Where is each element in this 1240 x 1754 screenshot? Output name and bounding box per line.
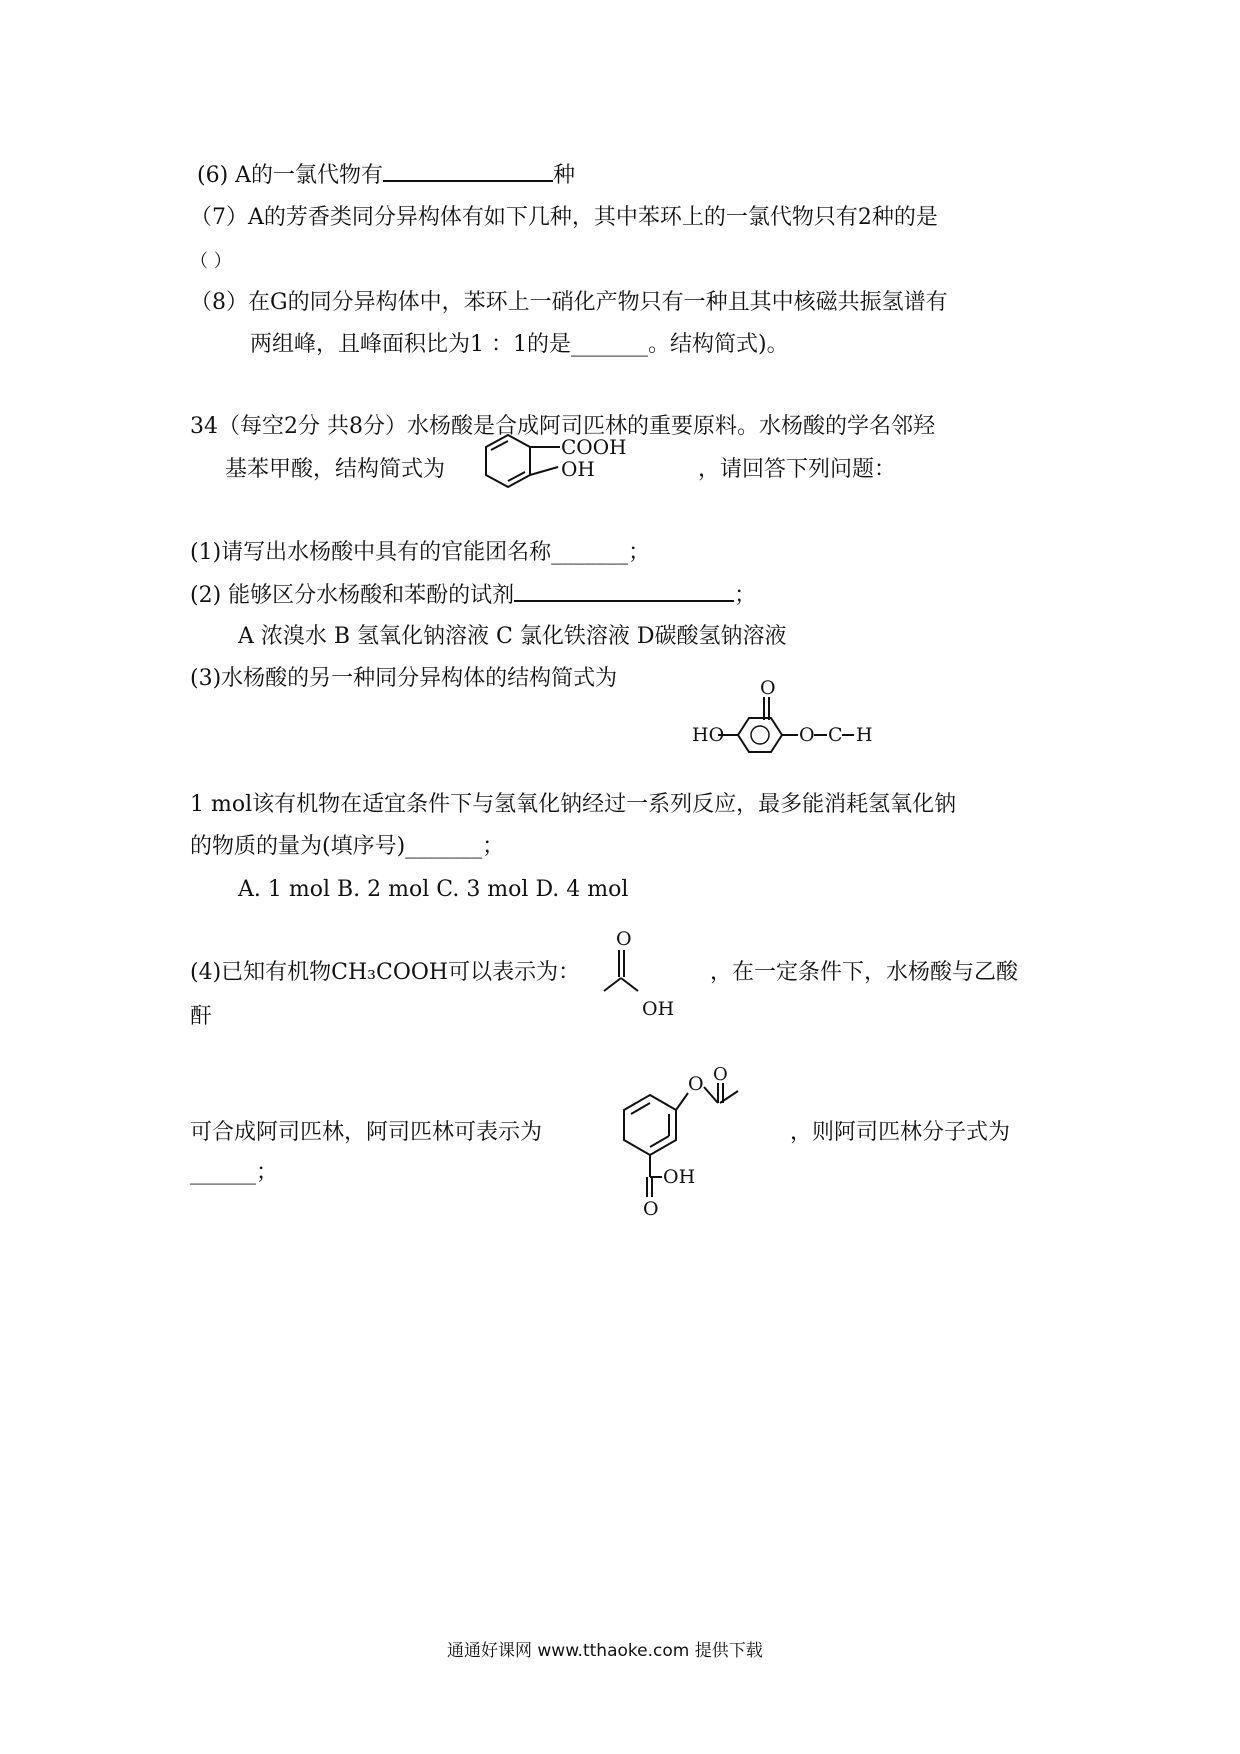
acetic-o-label: O — [616, 928, 632, 950]
part-3-options: A. 1 mol B. 2 mol C. 3 mol D. 4 mol — [238, 877, 629, 902]
part-1: (1)请写出水杨酸中具有的官能团名称_______； — [190, 540, 651, 565]
question-6-prefix: (6) A的一氯代物有 — [197, 163, 384, 188]
aspirin-o-carbonyl-label: O — [713, 1065, 728, 1085]
part-2 — [190, 580, 756, 611]
part-2-options: A 浓溴水 B 氢氧化钠溶液 C 氯化铁溶液 D碳酸氢钠溶液 — [238, 624, 787, 649]
part-4-line-2: 酐 — [190, 1004, 213, 1029]
aspirin-oh-label: OH — [663, 1166, 696, 1188]
question-6-suffix: 种 — [553, 163, 576, 188]
part-4-line-1-suffix: ，在一定条件下，水杨酸与乙酸 — [710, 960, 1019, 985]
answer-blank — [383, 160, 553, 182]
question-6 — [197, 160, 575, 191]
salicylic-acid-structure — [478, 430, 678, 520]
question-8-line-1: （8）在G的同分异构体中，苯环上一硝化产物只有一种且其中核磁共振氢谱有 — [190, 290, 948, 315]
part-3-line-2: 1 mol该有机物在适宜条件下与氢氧化钠经过一系列反应，最多能消耗氢氧化钠 — [190, 792, 957, 817]
h-label: H — [856, 724, 873, 746]
oh-label: OH — [561, 457, 595, 481]
question-8-line-2: 两组峰，且峰面积比为1 ：1的是_______。结构简式)。 — [250, 332, 789, 357]
part-3: (3)水杨酸的另一种同分异构体的结构简式为 — [190, 666, 618, 691]
aspirin-o-ring-label: O — [688, 1073, 704, 1095]
ho-label: HO — [692, 724, 725, 746]
footer-credit: 通通好课网 www.tthaoke.com 提供下载 — [447, 1641, 763, 1661]
question-7-line-1: （7）A的芳香类同分异构体有如下几种，其中苯环上的一氯代物只有2种的是 — [190, 205, 938, 230]
part-3-line-3: 的物质的量为(填序号)_______； — [190, 834, 505, 859]
question-34-intro-line-1: 34（每空2分 共8分）水杨酸是合成阿司匹林的重要原料。水杨酸的学名邻羟 — [190, 414, 935, 439]
aspirin-o-bottom-label: O — [643, 1198, 659, 1220]
acetic-oh-label: OH — [642, 998, 675, 1020]
part-2-prefix: (2) 能够区分水杨酸和苯酚的试剂 — [190, 583, 515, 608]
acetic-acid-structure — [600, 925, 700, 1025]
part-4-line-3-prefix: 可合成阿司匹林，阿司匹林可表示为 — [190, 1120, 543, 1145]
part-4-line-4: ______； — [190, 1160, 279, 1185]
question-34-intro-line-2-prefix: 基苯甲酸，结构简式为 — [225, 457, 446, 482]
question-7-line-2: （ ） — [190, 251, 232, 272]
isomer-structure — [690, 670, 910, 765]
part-4-line-3-suffix: ，则阿司匹林分子式为 — [790, 1120, 1011, 1145]
aspirin-structure — [590, 1065, 760, 1220]
part-4-line-1-prefix: (4)已知有机物CH₃COOH可以表示为： — [190, 960, 581, 985]
question-34-intro-line-2-suffix: ，请回答下列问题： — [698, 457, 897, 482]
o-top-label: O — [760, 677, 776, 699]
cooh-label: COOH — [561, 435, 627, 459]
c-label: C — [828, 724, 843, 746]
o-mid-label: O — [799, 724, 815, 746]
part-2-suffix: ； — [734, 583, 757, 608]
answer-blank — [514, 580, 734, 602]
